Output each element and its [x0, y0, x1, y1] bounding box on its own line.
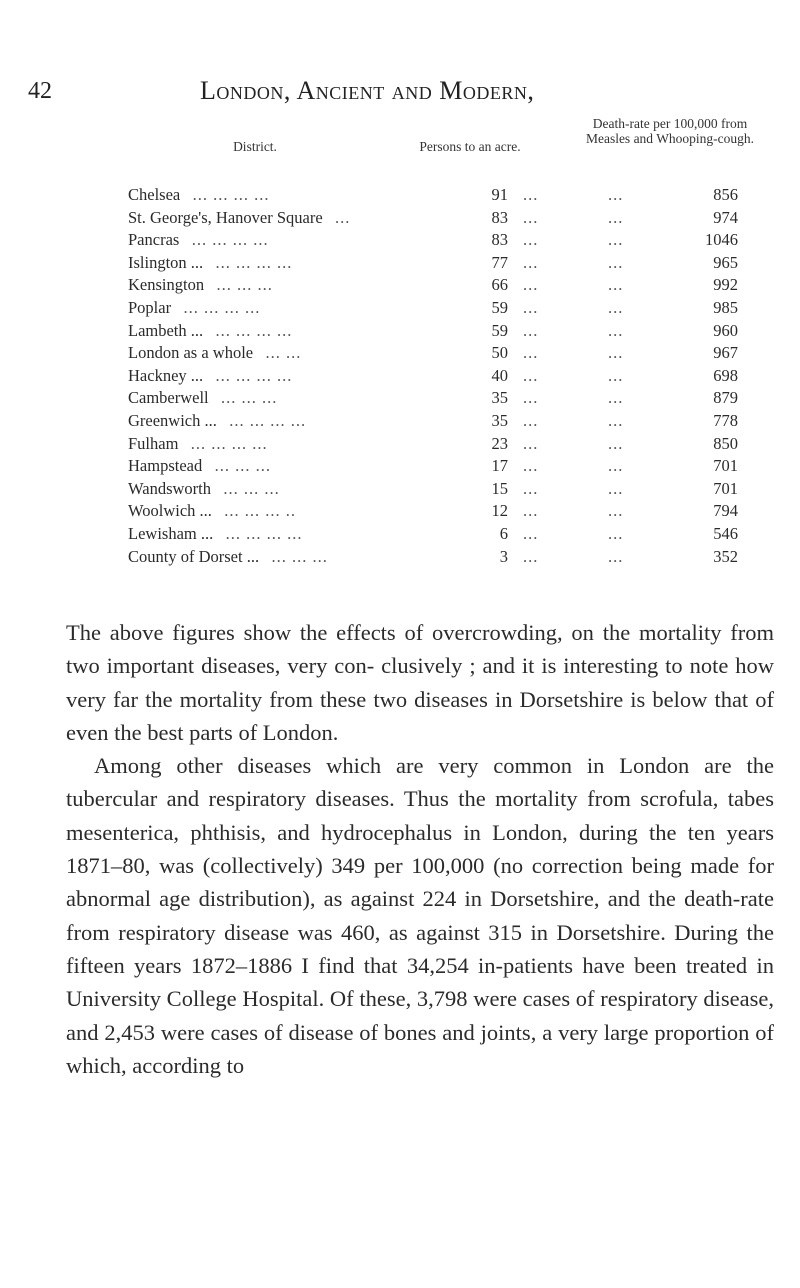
district-name: Wandsworth: [128, 478, 211, 498]
table-row: [128, 229, 768, 252]
district-cell: [128, 342, 628, 364]
persons-cell: [448, 546, 508, 568]
death-rate-cell: [568, 500, 738, 522]
persons-cell: [448, 207, 508, 229]
district-name: Chelsea: [128, 185, 181, 204]
persons-cell: [448, 433, 508, 455]
end-leader-dots: ...: [608, 230, 624, 250]
death-rate-value: 960: [713, 320, 738, 340]
table-row: [128, 500, 768, 523]
district-cell: [128, 478, 628, 500]
district-name: County of Dorset ...: [128, 546, 260, 566]
district-leader-dots: ... ... ... ...: [225, 523, 303, 543]
table-row: [128, 523, 768, 546]
death-rate-cell: [568, 297, 738, 319]
persons-value: 6: [499, 523, 508, 543]
district-leader-dots: ... ... ...: [223, 478, 280, 498]
column-header-persons: Persons to an acre.: [419, 139, 521, 154]
mid-leader-dots: ...: [523, 456, 539, 476]
persons-cell: [448, 297, 508, 319]
persons-value: 83: [491, 230, 508, 250]
district-cell: [128, 455, 628, 477]
end-leader-dots: ...: [608, 456, 624, 476]
table-row: [128, 546, 768, 569]
death-rate-value: 879: [713, 388, 738, 408]
district-name: Camberwell: [128, 388, 209, 408]
table-row: [128, 365, 768, 388]
district-name: Lambeth ...: [128, 320, 204, 340]
death-rate-value: 967: [713, 343, 738, 363]
death-rate-value: 701: [713, 478, 738, 498]
district-name: Fulham: [128, 433, 179, 453]
persons-value: 50: [491, 343, 508, 363]
persons-cell: [448, 387, 508, 409]
district-cell: [128, 500, 628, 522]
end-leader-dots: ...: [608, 320, 624, 340]
death-rate-value: 778: [713, 410, 738, 430]
district-leader-dots: ...: [335, 207, 351, 227]
table-row: [128, 342, 768, 365]
mid-leader-dots: ...: [523, 230, 539, 250]
district-cell: [128, 229, 628, 251]
column-header-death-rate: Death-rate per 100,000 from Measles and Whooping-cough.: [585, 116, 755, 146]
district-leader-dots: ... ... ...: [221, 388, 278, 408]
district-name: Hackney ...: [128, 365, 204, 385]
mid-leader-dots: ...: [523, 185, 539, 204]
death-rate-cell: [568, 229, 738, 251]
death-rate-cell: [568, 342, 738, 364]
district-leader-dots: ... ... ... ...: [191, 230, 269, 250]
persons-cell: [448, 410, 508, 432]
district-leader-dots: ... ... ... ..: [224, 501, 297, 521]
persons-value: 40: [491, 365, 508, 385]
death-rate-value: 965: [713, 252, 738, 272]
district-leader-dots: ... ... ... ...: [215, 365, 293, 385]
end-leader-dots: ...: [608, 275, 624, 295]
persons-value: 66: [491, 275, 508, 295]
district-name: Hampstead: [128, 456, 203, 476]
district-name: Lewisham ...: [128, 523, 214, 543]
end-leader-dots: ...: [608, 523, 624, 543]
district-cell: [128, 365, 628, 387]
district-name: London as a whole: [128, 343, 254, 363]
district-cell: [128, 184, 628, 206]
persons-value: 59: [491, 297, 508, 317]
mid-leader-dots: ...: [523, 478, 539, 498]
death-rate-cell: [568, 184, 738, 206]
death-rate-value: 546: [713, 523, 738, 543]
end-leader-dots: ...: [608, 478, 624, 498]
district-name: Kensington: [128, 275, 205, 295]
persons-cell: [448, 320, 508, 342]
mid-leader-dots: ...: [523, 388, 539, 408]
death-rate-value: 698: [713, 365, 738, 385]
table-row: [128, 207, 768, 230]
mid-leader-dots: ...: [523, 297, 539, 317]
persons-value: 59: [491, 320, 508, 340]
persons-cell: [448, 478, 508, 500]
district-cell: [128, 387, 628, 409]
death-rate-cell: [568, 546, 738, 568]
table-row: [128, 320, 768, 343]
table-row: [128, 297, 768, 320]
death-rate-value: 850: [713, 433, 738, 453]
mid-leader-dots: ...: [523, 546, 539, 566]
death-rate-value: 701: [713, 456, 738, 476]
mid-leader-dots: ...: [523, 501, 539, 521]
table-row: [128, 410, 768, 433]
end-leader-dots: ...: [608, 388, 624, 408]
death-rate-cell: [568, 320, 738, 342]
district-leader-dots: ... ... ...: [271, 546, 328, 566]
district-cell: [128, 546, 628, 568]
persons-value: 91: [491, 185, 508, 204]
mid-leader-dots: ...: [523, 207, 539, 227]
persons-value: 35: [491, 388, 508, 408]
body-text: [66, 616, 774, 1082]
end-leader-dots: ...: [608, 365, 624, 385]
persons-value: 17: [491, 456, 508, 476]
death-rate-cell: [568, 410, 738, 432]
district-table: [128, 184, 768, 568]
district-leader-dots: ... ... ... ...: [192, 185, 270, 204]
end-leader-dots: ...: [608, 297, 624, 317]
end-leader-dots: ...: [608, 343, 624, 363]
mid-leader-dots: ...: [523, 433, 539, 453]
page-number: 42: [28, 78, 52, 104]
table-row: [128, 455, 768, 478]
death-rate-cell: [568, 274, 738, 296]
end-leader-dots: ...: [608, 252, 624, 272]
district-leader-dots: ... ... ... ...: [215, 252, 293, 272]
end-leader-dots: ...: [608, 185, 624, 204]
persons-cell: [448, 500, 508, 522]
death-rate-cell: [568, 433, 738, 455]
district-leader-dots: ... ... ... ...: [215, 320, 293, 340]
end-leader-dots: ...: [608, 207, 624, 227]
persons-cell: [448, 229, 508, 251]
persons-value: 3: [499, 546, 508, 566]
district-cell: [128, 433, 628, 455]
mid-leader-dots: ...: [523, 523, 539, 543]
district-cell: [128, 320, 628, 342]
table-row: [128, 478, 768, 501]
death-rate-cell: [568, 252, 738, 274]
persons-value: 12: [491, 501, 508, 521]
table-row: [128, 274, 768, 297]
paragraph-1: The above figures show the effects of overcrowding, on the mortality from two important diseases, very con- clusively ; and it is interesting to note how very far the mortality from these two diseases in Dorsetshire is below that of even the best parts of London.: [66, 620, 774, 745]
district-leader-dots: ... ... ... ...: [229, 410, 307, 430]
persons-cell: [448, 342, 508, 364]
district-cell: [128, 410, 628, 432]
district-cell: [128, 523, 628, 545]
end-leader-dots: ...: [608, 501, 624, 521]
death-rate-cell: [568, 365, 738, 387]
death-rate-cell: [568, 478, 738, 500]
death-rate-value: 856: [713, 185, 738, 204]
district-name: Woolwich ...: [128, 501, 212, 521]
table-row: [128, 184, 768, 207]
persons-cell: [448, 274, 508, 296]
district-cell: [128, 297, 628, 319]
district-cell: [128, 274, 628, 296]
district-cell: [128, 207, 628, 229]
paragraph-2: Among other diseases which are very common in London are the tubercular and respiratory diseases. Thus the mortality from scrofula, tabes mesenterica, phthisis, and hydrocephalus in London, during the ten years 1871–80, was (collectively) 349 per 100,000 (no correction being made for abnormal age distribution), as against 224 in Dorsetshire, and the death-rate from respiratory disease was 460, as against 315 in Dorsetshire. During the fifteen years 1872–1886 I find that 34,254 in-patients have been treated in University College Hospital. Of these, 3,798 were cases of respiratory disease, and 2,453 were cases of disease of bones and joints, a very large proportion of which, according to: [66, 753, 774, 1078]
running-title: London, Ancient and Modern,: [200, 76, 535, 105]
persons-value: 77: [491, 252, 508, 272]
death-rate-cell: [568, 455, 738, 477]
district-leader-dots: ... ...: [265, 343, 302, 363]
district-leader-dots: ... ... ... ...: [183, 297, 261, 317]
table-row: [128, 387, 768, 410]
persons-value: 35: [491, 410, 508, 430]
persons-cell: [448, 523, 508, 545]
persons-value: 15: [491, 478, 508, 498]
end-leader-dots: ...: [608, 546, 624, 566]
death-rate-cell: [568, 387, 738, 409]
table-row: [128, 433, 768, 456]
persons-cell: [448, 252, 508, 274]
district-leader-dots: ... ... ...: [214, 456, 271, 476]
district-cell: [128, 252, 628, 274]
district-leader-dots: ... ... ...: [216, 275, 273, 295]
column-header-district: District.: [233, 139, 277, 154]
mid-leader-dots: ...: [523, 410, 539, 430]
district-leader-dots: ... ... ... ...: [190, 433, 268, 453]
district-name: Greenwich ...: [128, 410, 217, 430]
end-leader-dots: ...: [608, 433, 624, 453]
persons-cell: [448, 365, 508, 387]
persons-value: 83: [491, 207, 508, 227]
mid-leader-dots: ...: [523, 252, 539, 272]
death-rate-value: 352: [713, 546, 738, 566]
death-rate-value: 794: [713, 501, 738, 521]
death-rate-cell: [568, 207, 738, 229]
mid-leader-dots: ...: [523, 365, 539, 385]
district-name: Islington ...: [128, 252, 204, 272]
mid-leader-dots: ...: [523, 320, 539, 340]
district-name: St. George's, Hanover Square: [128, 207, 323, 227]
end-leader-dots: ...: [608, 410, 624, 430]
district-name: Poplar: [128, 297, 172, 317]
persons-cell: [448, 184, 508, 206]
death-rate-value: 985: [713, 297, 738, 317]
death-rate-value: 974: [713, 207, 738, 227]
death-rate-cell: [568, 523, 738, 545]
district-name: Pancras: [128, 230, 180, 250]
mid-leader-dots: ...: [523, 343, 539, 363]
persons-cell: [448, 455, 508, 477]
table-row: [128, 252, 768, 275]
death-rate-value: 1046: [705, 230, 738, 250]
mid-leader-dots: ...: [523, 275, 539, 295]
persons-value: 23: [491, 433, 508, 453]
death-rate-value: 992: [713, 275, 738, 295]
